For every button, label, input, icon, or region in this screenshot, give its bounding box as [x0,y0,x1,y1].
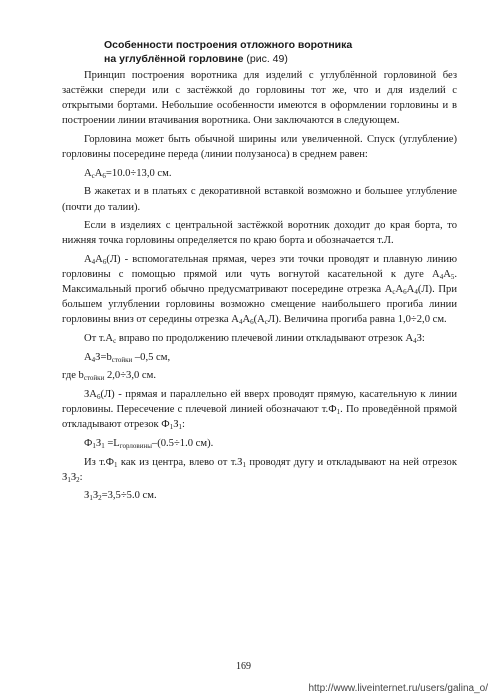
sub: 4 [439,273,444,282]
text: 2,0÷3,0 см. [104,370,156,382]
paragraph-7 [62,387,457,432]
text: –0,5 см, [132,351,171,363]
sym: А [84,351,92,363]
paragraph-8 [62,455,457,485]
sub: 4 [238,318,243,327]
text: (Л) - вспомогательная прямая, через эти точки проводят и плавную линию горловины с помощью прямой или чуть вогнутой касательной к дуге А [62,254,457,281]
sym: Ф [84,438,93,449]
text: –(0.5÷1.0 см). [151,438,214,449]
section-heading [104,38,424,66]
sym: А [84,167,92,179]
sym: ЗА [84,389,97,401]
sub: 2 [98,494,102,503]
sub: 4 [91,355,96,364]
sub: 6 [102,258,107,266]
sym: А [443,269,451,281]
sub: 6 [403,288,407,297]
sub: 6 [250,318,254,327]
text: . По проведённой прямой откладывают отрезок Ф [62,404,457,431]
sub: с [113,337,117,346]
sub: 5 [450,273,455,282]
sym: З [70,471,77,483]
sym: А [95,254,103,265]
paragraph-6 [62,331,457,346]
text: : [182,419,185,431]
text: (Л). При большем углублении горловины возможно смещение наибольшего прогиба линии горловины вниз от середины отрезка А [62,284,457,326]
text: От т.А [84,333,114,345]
sym: А [84,254,92,265]
formula-2 [62,350,457,365]
formula-5 [62,488,457,503]
heading-line-1: Особенности построения отложного воротника [104,39,353,51]
footer-watermark-url: http://www.liveinternet.ru/users/galina_o/ [308,683,488,694]
heading-figure-ref: (рис. 49) [243,53,288,65]
formula-text: =10.0÷13,0 см. [105,167,172,179]
sym: З [173,419,179,431]
text: Л). Величина прогиба равна 1,0÷2,0 см. [267,314,447,326]
sub: 2 [76,475,80,484]
text: =L [104,438,120,449]
page-number: 169 [236,661,251,672]
text: проводят дугу и откладывают на ней отрезок З [62,456,457,483]
sub: 4 [413,337,417,346]
text: как из центра, влево от т.З [117,456,243,468]
formula-1 [62,166,457,181]
sub: 4 [414,288,418,297]
sub: 1 [114,460,118,469]
sym: З [84,490,90,502]
paragraph-3: В жакетах и в платьях с декоративной вставкой возможно и большее углубление (почти до талии). [62,186,457,213]
sym: А [242,314,251,326]
formula-3 [62,368,457,383]
sub: 1 [101,442,105,450]
text: . Максимальный прогиб обычно предусматривают посередине отрезка А [62,269,457,296]
text: где b [62,370,84,382]
sub: горловины [119,442,152,450]
heading-line-2-text: на углублённой горловине [104,53,244,65]
text: З: [416,333,425,345]
sub: с [264,318,268,327]
sub: 6 [102,171,106,180]
sym: З [92,490,99,502]
sub: 1 [336,408,341,417]
text: (А [253,314,265,326]
sym: З [95,438,102,449]
sym: А [395,284,404,296]
sub: 1 [242,460,246,469]
sub: 1 [169,423,174,432]
sub: стойки [83,374,105,383]
sub: 6 [96,393,101,402]
sub: 1 [89,494,93,503]
paragraph-5 [62,252,457,327]
heading-line-2 [104,52,424,66]
text: вправо по продолжению плечевой линии откладывают отрезок А [116,333,414,345]
paragraph-2: Горловина может быть обычной ширины или увеличенной. Спуск (углубление) горловины посередине переда (линии полузаноса) в среднем равен: [62,133,457,161]
sub: с [91,171,95,180]
paragraph-4: Если в изделиях с центральной застёжкой воротник доходит до края борта, то нижняя точка горловины определяется по краю борта и обозначается т.Л. [62,220,457,247]
text: : [79,471,83,483]
sub: с [392,288,396,297]
paragraph-1: Принцип построения воротника для изделий с углублённой горловиной без застёжки спереди или с застёжкой до горловины тот же, что и для изделий с открытыми бортами. Небольшие особенности имеются в оформлении горловины и в построении линии втачивания воротника. Они заключаются в следующем. [62,70,457,127]
text: З=b [95,351,112,363]
page-body [62,68,457,507]
formula-4 [62,436,457,451]
sub: 1 [92,442,96,450]
sub: 1 [178,423,182,432]
text: (Л) - прямая и параллельно ей вверх проводят прямую, касательную к линии горловины. Пересечение с плечевой линией обозначают т.Ф [62,389,457,416]
sym: А [406,284,415,296]
sub: стойки [111,355,133,364]
text: Из т.Ф [84,456,115,468]
sub: 4 [91,258,96,266]
sub: 1 [67,475,71,484]
text: =3,5÷5.0 см. [101,490,157,502]
sym: А [94,167,103,179]
